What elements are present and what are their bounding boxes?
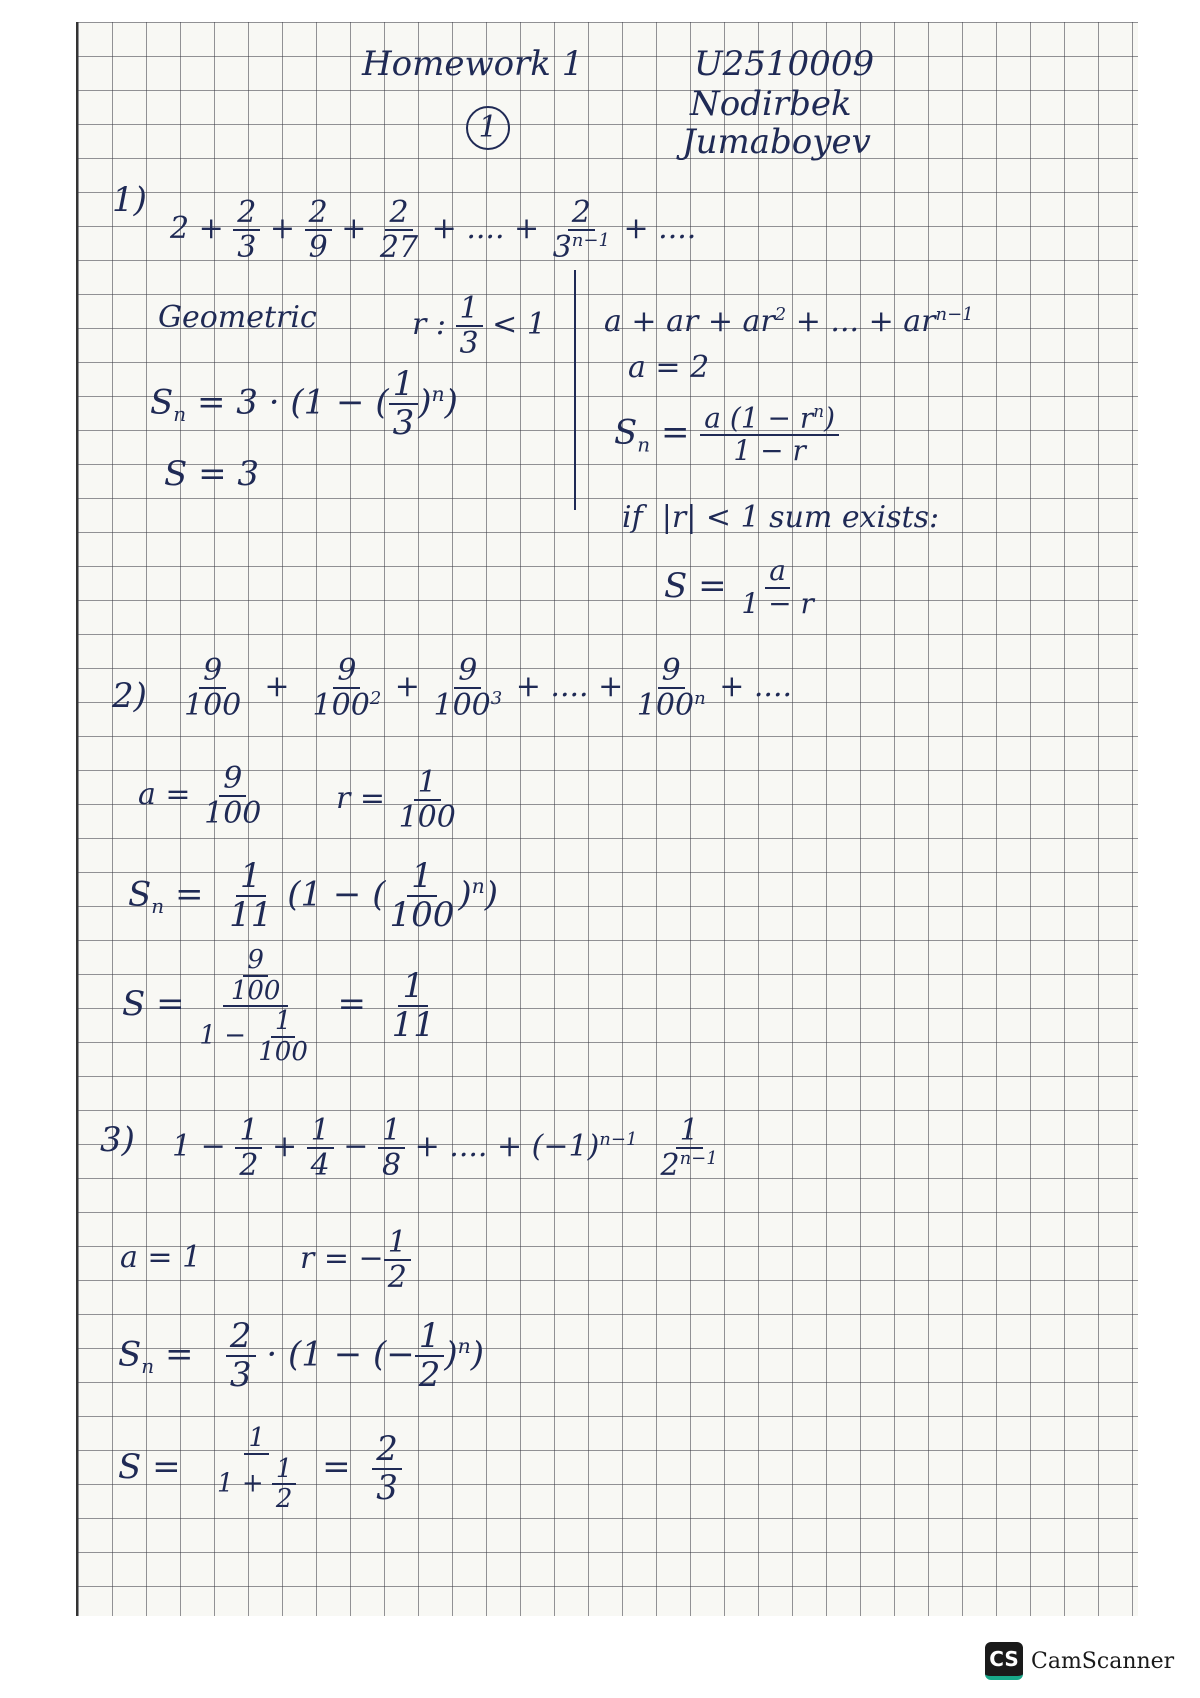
camscanner-name: CamScanner: [1031, 1648, 1175, 1674]
page-number: 1: [478, 110, 498, 145]
fraction: $\frac{1}{2^{n-1}}$: [660, 1113, 718, 1183]
fraction: $\frac{9}{100^3}$: [433, 653, 503, 723]
fraction: $\frac{2}{3}$: [372, 1431, 402, 1508]
problem-2-partial-sum: $S_n$ = $\frac{1}{11}$ (1 − ( $\frac{1}{100}$ )$^n$): [128, 856, 499, 936]
fraction: $\frac{1}{100}$: [389, 856, 455, 936]
fraction: $\frac{9}{100}$: [204, 761, 262, 831]
problem-2-sum: S = $\frac{9}{100}$ 1 − $\frac{1}{100}$ = $\frac{1}{11}$: [122, 946, 439, 1066]
divider-line: [574, 270, 576, 510]
problem-1-partial-sum: $S_n = 3 \cdot (1$ − ( $\frac{1}{3}$ )$^n$): [150, 364, 458, 444]
problem-2-label: 2): [112, 676, 147, 716]
problem-1-sum: S = 3: [164, 454, 260, 494]
fraction: $\frac{2}{3^{n-1}}$: [552, 195, 610, 265]
problem-3-label: 3): [100, 1120, 135, 1160]
fraction: $\frac{1}{4}$: [307, 1114, 334, 1182]
fraction: $\frac{1}{11}$: [391, 965, 435, 1046]
camscanner-watermark: [985, 1642, 1174, 1680]
fraction: $\frac{1}{2}$: [235, 1114, 262, 1182]
general-sum: S = $\frac{a}{1 - r}$: [664, 556, 818, 620]
homework-title: Homework 1: [362, 44, 584, 84]
student-first-name: Nodirbek: [690, 84, 852, 124]
fraction: $\frac{2}{3}$: [233, 196, 260, 264]
ratio-expression: r : $\frac{1}{3}$ < 1: [412, 291, 546, 361]
problem-3-partial-sum: $S_n$ = $\frac{2}{3}$ · (1 − (− $\frac{1}{2}$ )$^n$): [118, 1316, 485, 1396]
fraction: $\frac{1}{3}$: [389, 366, 419, 443]
fraction: $\frac{a}{1 - r}$: [741, 554, 814, 620]
general-partial-sum: $S_n$ = $\frac{a (1 - r^n)}{1 - r}$: [614, 402, 839, 467]
problem-1-label: 1): [112, 180, 147, 220]
student-id: U2510009: [694, 44, 875, 84]
problem-3-series: 1 − $\frac{1}{2}$ + $\frac{1}{4}$ − $\frac{1}{8}$ + .... + $(-1)^{n-1}$ $\frac{1}{2^{n-1}}$: [172, 1114, 722, 1182]
fraction: $\frac{9}{100}$: [184, 653, 242, 723]
convergence-condition: if |r| < 1 sum exists:: [622, 500, 940, 535]
fraction: $\frac{a (1 - r^n)}{1 - r}$: [700, 402, 839, 467]
fraction: $\frac{1}{2}$: [384, 1226, 411, 1294]
fraction: $\frac{1}{3}$: [456, 292, 483, 360]
fraction: $\frac{1}{11}$: [229, 856, 273, 936]
problem-1-series: 2 + $\frac{2}{3}$ + $\frac{2}{9}$ + $\frac{2}{27}$ + .... + $\frac{2}{3^{n-1}}$ + ....: [170, 195, 697, 265]
fraction: $\frac{9}{100}$ 1 − $\frac{1}{100}$: [199, 945, 308, 1067]
fraction: 1 1 + $\frac{1}{2}$: [213, 1424, 300, 1514]
problem-3-first-term: a = 1: [120, 1240, 202, 1275]
problem-2-first-term: a = $\frac{9}{100}$: [138, 762, 265, 830]
page-number-circled: [466, 106, 510, 150]
problem-3-ratio: r = − $\frac{1}{2}$: [300, 1226, 411, 1294]
problem-2-ratio: r = $\frac{1}{100}$: [336, 766, 460, 834]
student-last-name: Jumaboyev: [682, 122, 871, 162]
problem-2-series: $\frac{9}{100}$ + $\frac{9}{100^2}$ + $\frac{9}{100^3}$ + .... + $\frac{9}{100^n}$ + ....: [180, 654, 792, 722]
fraction: $\frac{9}{100^2}$: [312, 653, 382, 723]
geometric-label: Geometric: [158, 300, 317, 335]
fraction: $\frac{1}{100}$: [398, 765, 456, 835]
general-series: a + ar + $ar^2$ + ... + $ar^{n-1}$: [604, 304, 974, 339]
fraction: $\frac{1}{8}$: [378, 1114, 405, 1182]
fraction: $\frac{2}{27}$: [379, 195, 419, 265]
first-term: a = 2: [628, 350, 710, 385]
fraction: $\frac{9}{100^n}$: [636, 653, 706, 723]
fraction: $\frac{1}{2}$: [415, 1318, 445, 1395]
problem-3-sum: S = 1 1 + $\frac{1}{2}$ = $\frac{2}{3}$: [118, 1424, 402, 1514]
camscanner-logo-icon: CS: [985, 1642, 1023, 1680]
fraction: $\frac{2}{9}$: [305, 196, 332, 264]
fraction: $\frac{2}{3}$: [226, 1318, 256, 1395]
